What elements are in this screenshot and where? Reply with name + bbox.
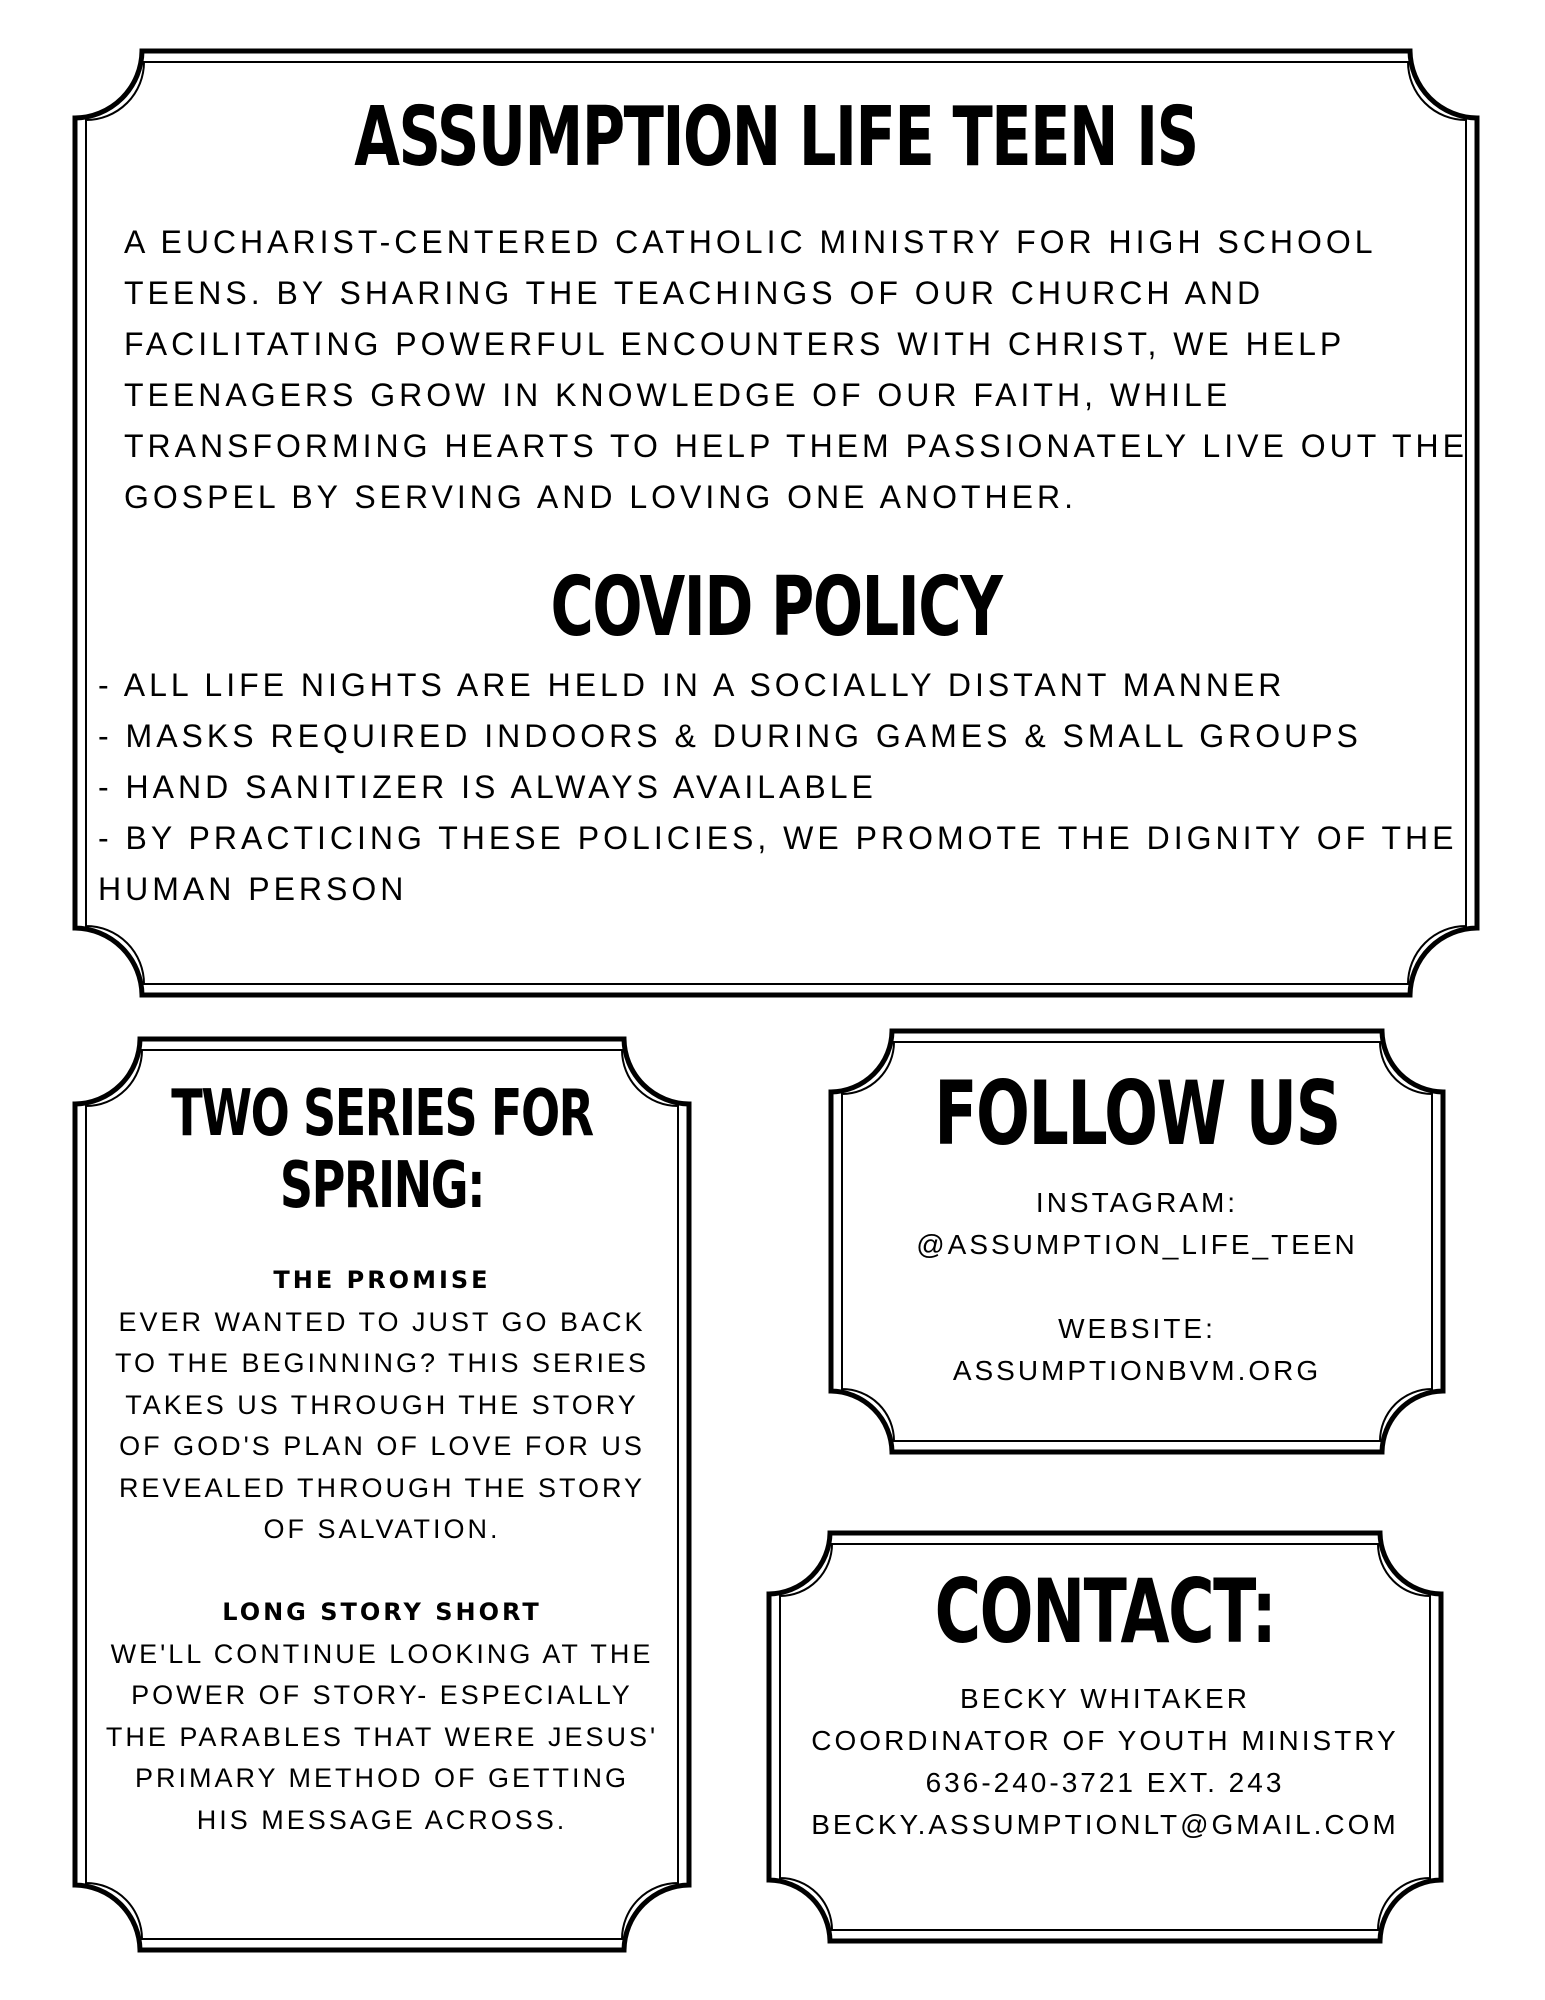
- follow-details: [830, 1182, 1444, 1392]
- covid-policy-item: HUMAN PERSON: [98, 871, 408, 907]
- mission-description: [124, 217, 1468, 523]
- series-description-line: OF SALVATION.: [263, 1514, 501, 1544]
- follow-title: FOLLOW US: [934, 1062, 1340, 1165]
- mission-line: GOSPEL BY SERVING AND LOVING ONE ANOTHER.: [124, 479, 1077, 515]
- series-list: [74, 1260, 690, 1841]
- mission-line: FACILITATING POWERFUL ENCOUNTERS WITH CHRIST, WE HELP: [124, 326, 1346, 362]
- series-title-line: TWO SERIES FOR: [171, 1077, 593, 1151]
- contact-title: CONTACT:: [934, 1560, 1276, 1663]
- series-name: LONG STORY SHORT: [222, 1598, 542, 1626]
- series-frame: [74, 1038, 690, 1951]
- mission-line: TEENS. BY SHARING THE TEACHINGS OF OUR CHURCH AND: [124, 275, 1265, 311]
- covid-policy-item: - MASKS REQUIRED INDOORS & DURING GAMES & SMALL GROUPS: [98, 718, 1362, 754]
- mission-title: ASSUMPTION LIFE TEEN IS: [354, 90, 1198, 185]
- series-description-line: REVEALED THROUGH THE STORY: [118, 1472, 646, 1503]
- website-label: WEBSITE:: [1058, 1313, 1216, 1344]
- contact-frame: [768, 1532, 1442, 1942]
- contact-email[interactable]: BECKY.ASSUMPTIONLT@GMAIL.COM: [811, 1809, 1399, 1840]
- mission-frame: [74, 50, 1478, 996]
- covid-policy-item: - ALL LIFE NIGHTS ARE HELD IN A SOCIALLY DISTANT MANNER: [98, 667, 1286, 703]
- series-title-line: SPRING:: [279, 1149, 485, 1223]
- contact-name: BECKY WHITAKER: [960, 1683, 1250, 1714]
- covid-policy-list: [98, 660, 1457, 915]
- series-description-line: EVER WANTED TO JUST GO BACK: [118, 1306, 646, 1337]
- series-spacer: [74, 1551, 690, 1593]
- series-title: [160, 1078, 604, 1222]
- series-name: THE PROMISE: [273, 1266, 491, 1294]
- mission-line: A EUCHARIST-CENTERED CATHOLIC MINISTRY FOR HIGH SCHOOL: [124, 224, 1377, 260]
- website-link[interactable]: ASSUMPTIONBVM.ORG: [952, 1355, 1322, 1386]
- follow-frame: [830, 1030, 1444, 1453]
- mission-line: TRANSFORMING HEARTS TO HELP THEM PASSIONATELY LIVE OUT THE: [124, 428, 1468, 464]
- contact-details: [768, 1678, 1442, 1846]
- series-description-line: PRIMARY METHOD OF GETTING: [134, 1763, 630, 1793]
- follow-spacer: [830, 1266, 1444, 1308]
- covid-policy-item: - HAND SANITIZER IS ALWAYS AVAILABLE: [98, 769, 877, 805]
- series-description-line: THE PARABLES THAT WERE JESUS': [105, 1721, 659, 1752]
- instagram-handle[interactable]: @ASSUMPTION_LIFE_TEEN: [916, 1229, 1358, 1260]
- series-description-line: TO THE BEGINNING? THIS SERIES: [114, 1348, 650, 1378]
- series-description-line: POWER OF STORY- ESPECIALLY: [131, 1680, 633, 1710]
- covid-policy-item: - BY PRACTICING THESE POLICIES, WE PROMOTE THE DIGNITY OF THE: [98, 820, 1458, 856]
- series-description-line: OF GOD'S PLAN OF LOVE FOR US: [119, 1431, 645, 1461]
- series-description-line: TAKES US THROUGH THE STORY: [125, 1389, 639, 1420]
- series-description-line: HIS MESSAGE ACROSS.: [196, 1804, 568, 1835]
- instagram-label: INSTAGRAM:: [1035, 1187, 1239, 1218]
- contact-role: COORDINATOR OF YOUTH MINISTRY: [811, 1725, 1399, 1756]
- contact-phone[interactable]: 636-240-3721 EXT. 243: [925, 1767, 1285, 1798]
- covid-title: COVID POLICY: [550, 560, 1002, 655]
- series-description-line: WE'LL CONTINUE LOOKING AT THE: [110, 1638, 654, 1669]
- mission-line: TEENAGERS GROW IN KNOWLEDGE OF OUR FAITH, WHILE: [124, 377, 1232, 413]
